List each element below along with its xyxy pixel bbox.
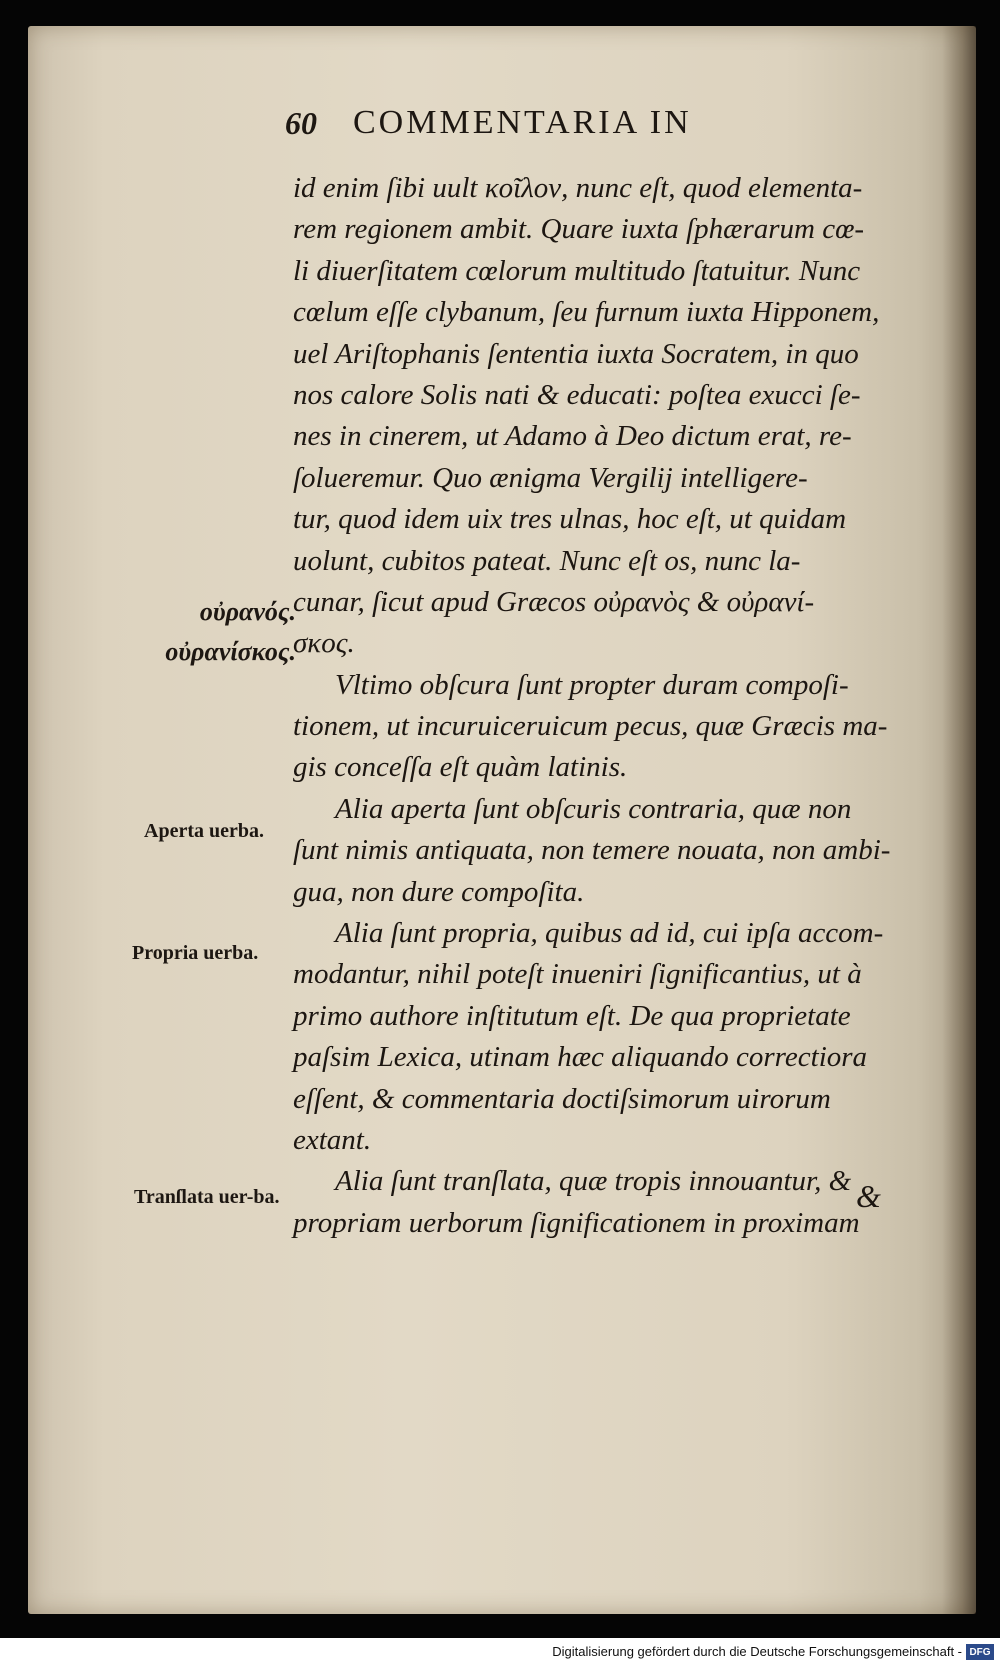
running-head: COMMENTARIA IN xyxy=(353,104,692,141)
page-number: 60 xyxy=(285,104,317,141)
margin-note-greek-2: οὐρανίσκος. xyxy=(165,637,296,666)
footer-bar xyxy=(0,1638,1000,1664)
text-line: tur, quod idem uix tres ulnas, hoc eſt, ut quidam xyxy=(293,503,847,536)
catchword: & xyxy=(856,1178,881,1214)
text-line: σκος. xyxy=(293,627,355,660)
footer-credit: Digitalisierung gefördert durch die Deutsche Forschungsgemeinschaft - xyxy=(552,1644,962,1659)
text-line: uolunt, cubitos pateat. Nunc eſt os, nunc la- xyxy=(293,544,801,577)
text-line: Alia ſunt tranſlata, quæ tropis innouantur, & xyxy=(335,1165,852,1198)
body-text xyxy=(293,168,933,1244)
margin-note-aperta: Aperta uerba. xyxy=(144,820,264,842)
text-line: ſunt nimis antiquata, non temere nouata, non ambi- xyxy=(293,834,891,867)
margin-note-translata: Tranſlata uer-ba. xyxy=(134,1186,280,1208)
margin-note-greek-1: οὐρανός. xyxy=(199,597,296,626)
text-line: cunar, ſicut apud Græcos οὐρανὸς & οὐρανί- xyxy=(293,585,815,618)
text-line: nes in cinerem, ut Adamo à Deo dictum erat, re- xyxy=(293,420,852,453)
margin-note-propria: Propria uerba. xyxy=(132,942,259,964)
text-line: ſolueremur. Quo ænigma Vergilij intelligere- xyxy=(293,461,808,494)
text-line: eſſent, & commentaria doctiſsimorum uirorum xyxy=(293,1082,831,1115)
text-line: id enim ſibi uult κοῖλον, nunc eſt, quod elementa- xyxy=(293,172,863,204)
text-line: gua, non dure compoſita. xyxy=(293,875,585,908)
page-header xyxy=(285,93,885,153)
text-line: cœlum eſſe clybanum, ſeu furnum iuxta Hipponem, xyxy=(293,296,880,329)
text-line: modantur, nihil poteſt inueniri ſignificantius, ut à xyxy=(293,958,862,991)
text-line: gis conceſſa eſt quàm latinis. xyxy=(293,751,628,784)
text-line: li diuerſitatem cœlorum multitudo ſtatuitur. Nunc xyxy=(293,254,861,287)
text-line: paſsim Lexica, utinam hæc aliquando correctiora xyxy=(293,1041,868,1074)
text-line: uel Ariſtophanis ſententia iuxta Socratem, in quo xyxy=(293,337,859,370)
text-line: primo authore inſtitutum eſt. De qua proprietate xyxy=(293,999,851,1032)
text-line: Alia aperta ſunt obſcuris contraria, quæ non xyxy=(335,792,852,825)
text-line: Vltimo obſcura ſunt propter duram compoſi- xyxy=(335,668,849,701)
text-line: propriam uerborum ſignificationem in proximam xyxy=(293,1206,860,1239)
text-line: tionem, ut incuruiceruicum pecus, quæ Græcis ma- xyxy=(293,710,888,743)
text-line: rem regionem ambit. Quare iuxta ſphærarum cœ- xyxy=(293,213,865,246)
text-line: nos calore Solis nati & educati: poſtea exucci ſe- xyxy=(293,378,861,411)
page-gutter-shadow xyxy=(942,26,976,1614)
text-line: extant. xyxy=(293,1123,372,1156)
text-line: Alia ſunt propria, quibus ad id, cui ipſa accom- xyxy=(335,917,884,950)
dfg-logo-icon: DFG xyxy=(966,1644,994,1660)
